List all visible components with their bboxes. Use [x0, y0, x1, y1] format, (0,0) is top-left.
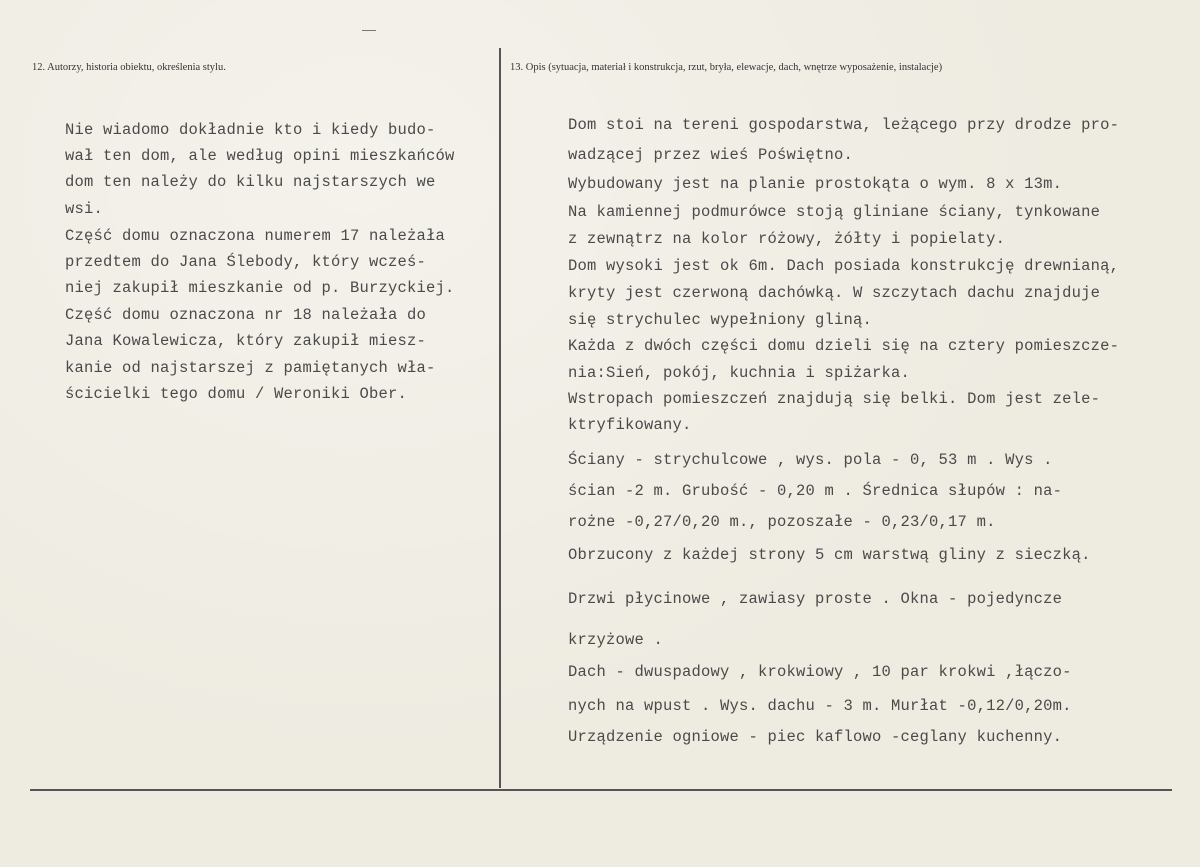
text-line: Na kamiennej podmurówce stoją gliniane ściany, tynkowane: [568, 203, 1101, 221]
text-line: rożne -0,27/0,20 m., pozoszałe - 0,23/0,17 m.: [568, 513, 996, 531]
text-line: wsi.: [65, 200, 104, 218]
text-line: Każda z dwóch części domu dzieli się na cztery pomieszcze-: [568, 337, 1120, 355]
text-line: Dach - dwuspadowy , krokwiowy , 10 par krokwi ,łączo-: [568, 663, 1072, 681]
text-line: dom ten należy do kilku najstarszych we: [65, 173, 436, 191]
text-line: Ściany - strychulcowe , wys. pola - 0, 53 m . Wys .: [568, 451, 1053, 469]
text-line: ktryfikowany.: [568, 416, 692, 434]
text-line: ścicielki tego domu / Weroniki Ober.: [65, 385, 408, 403]
text-line: wał ten dom, ale według opini mieszkańców: [65, 147, 455, 165]
text-line: się strychulec wypełniony gliną.: [568, 311, 873, 329]
section-12-text: [65, 0, 505, 867]
text-line: Część domu oznaczona nr 18 należała do: [65, 306, 427, 324]
text-line: Dom stoi na tereni gospodarstwa, leżącego przy drodze pro-: [568, 116, 1120, 134]
text-line: Nie wiadomo dokładnie kto i kiedy budo-: [65, 121, 436, 139]
section-13-text: [568, 0, 1188, 867]
text-line: nych na wpust . Wys. dachu - 3 m. Murłat -0,12/0,20m.: [568, 697, 1072, 715]
text-line: ścian -2 m. Grubość - 0,20 m . Średnica słupów : na-: [568, 482, 1063, 500]
text-line: Wstropach pomieszczeń znajdują się belki. Dom jest zele-: [568, 390, 1101, 408]
text-line: Obrzucony z każdej strony 5 cm warstwą gliny z sieczką.: [568, 546, 1091, 564]
text-line: Wybudowany jest na planie prostokąta o wym. 8 x 13m.: [568, 175, 1063, 193]
text-line: kanie od najstarszej z pamiętanych wła-: [65, 359, 436, 377]
section-13-header: 13. Opis (sytuacja, materiał i konstrukcja, rzut, bryła, elewacje, dach, wnętrze wyposażenie, instalacje): [510, 62, 943, 73]
text-line: krzyżowe .: [568, 631, 664, 649]
text-line: Drzwi płycinowe , zawiasy proste . Okna - pojedyncze: [568, 590, 1063, 608]
text-line: Urządzenie ogniowe - piec kaflowo -ceglany kuchenny.: [568, 728, 1063, 746]
text-line: Dom wysoki jest ok 6m. Dach posiada konstrukcję drewnianą,: [568, 257, 1120, 275]
text-line: z zewnątrz na kolor różowy, żółty i popielaty.: [568, 230, 1006, 248]
text-line: niej zakupił mieszkanie od p. Burzyckiej.: [65, 279, 455, 297]
text-line: Jana Kowalewicza, który zakupił miesz-: [65, 332, 427, 350]
text-line: Część domu oznaczona numerem 17 należała: [65, 227, 446, 245]
text-line: nia:Sień, pokój, kuchnia i spiżarka.: [568, 364, 911, 382]
text-line: kryty jest czerwoną dachówką. W szczytach dachu znajduje: [568, 284, 1101, 302]
text-line: wadzącej przez wieś Poświętno.: [568, 146, 854, 164]
section-12-header: 12. Autorzy, historia obiektu, określenia stylu.: [32, 62, 226, 73]
text-line: przedtem do Jana Ślebody, który wcześ-: [65, 253, 427, 271]
